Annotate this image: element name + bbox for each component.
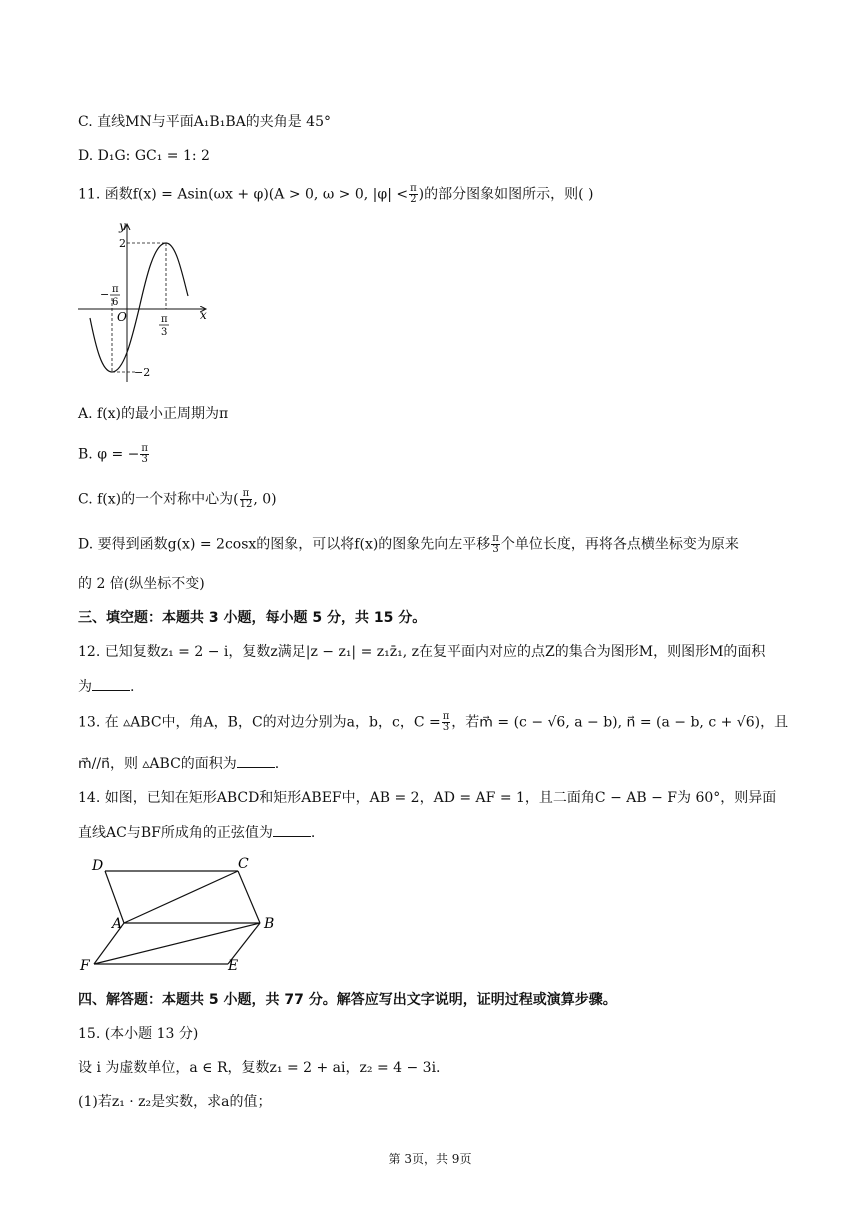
option-d-prev: D. D₁G: GC₁ = 1: 2 xyxy=(78,148,210,164)
pos-den: 3 xyxy=(161,327,168,338)
page-footer: 第 3页，共 9页 xyxy=(388,1152,472,1166)
section-3-heading: 三、填空题：本题共 3 小题，每小题 5 分，共 15 分。 xyxy=(78,610,427,626)
answer-blank-14 xyxy=(273,822,311,837)
y-max-label: 2 xyxy=(119,237,126,250)
fraction-pi-over-3-q13: $\frac{\pi}{3}$ xyxy=(442,711,450,733)
q11-option-b xyxy=(78,444,150,465)
pos-num: π xyxy=(161,314,168,325)
question-14-line1: 14. 如图，已知在矩形ABCD和矩形ABEF中，AB = 2，AD = AF = 1，且二面角C − AB − F为 60°，则异面 xyxy=(78,790,777,806)
sine-graph xyxy=(72,218,222,388)
y-min-label: −2 xyxy=(134,366,151,379)
q11-option-d xyxy=(78,534,739,555)
label-D: D xyxy=(92,858,104,874)
option-c-prev: C. 直线MN与平面A₁B₁BA的夹角是 45° xyxy=(78,114,331,130)
x-axis-label: x xyxy=(200,308,207,322)
origin-label: O xyxy=(117,310,127,324)
sine-curve xyxy=(90,243,188,372)
q11-d-post: 个单位长度，再将各点横坐标变为原来 xyxy=(500,536,739,553)
label-E: E xyxy=(228,958,239,974)
question-12-line1: 12. 已知复数z₁ = 2 − i，复数z满足|z − z₁| = z₁z̄₁, z在复平面内对应的点Z的集合为图形M，则图形M的面积 xyxy=(78,644,766,660)
question-15-head: 15. (本小题 13 分) xyxy=(78,1026,199,1042)
q11-option-d-cont: 的 2 倍(纵坐标不变) xyxy=(78,576,205,592)
question-11 xyxy=(78,184,594,205)
fraction-pi-over-2: $\frac{\pi}{2}$ xyxy=(410,183,417,205)
label-F: F xyxy=(80,958,90,974)
answer-blank-12 xyxy=(92,676,130,691)
fraction-pi-over-3: $\frac{\pi}{3}$ xyxy=(141,443,148,465)
question-15-part1: (1)若z₁ · z₂是实数，求a的值； xyxy=(78,1094,272,1110)
fraction-pi-over-3-d: $\frac{\pi}{3}$ xyxy=(492,533,499,555)
section-4-heading: 四、解答题：本题共 5 小题，共 77 分。解答应写出文字说明，证明过程或演算步骤。 xyxy=(78,992,617,1008)
q11-b-text: B. φ = − xyxy=(78,446,140,463)
question-13-line1: 13. 在 ▵ABC中，角A，B，C的对边分别为a，b，c，C = $\frac{\pi}{3}$ ，若m⃗ = (c − √6, a − b), n⃗ = (a − b, c + √6)，且 xyxy=(78,711,789,733)
question-14-line2: 直线AC与BF所成角的正弦值为 . xyxy=(78,822,315,843)
neg-den: 6 xyxy=(112,297,119,308)
q11-text-post: )的部分图象如图所示，则( ) xyxy=(418,186,594,203)
q11-text-pre: 11. 函数f(x) = Asin(ωx + φ)(A > 0, ω > 0, |φ| < xyxy=(78,186,409,203)
q11-option-c xyxy=(78,489,277,510)
label-B: B xyxy=(264,916,275,932)
neg-num: π xyxy=(112,284,119,295)
q11-c-post: , 0) xyxy=(253,491,277,508)
neg-sign: − xyxy=(100,288,110,301)
q11-option-a: A. f(x)的最小正周期为π xyxy=(78,406,229,422)
question-12-line2: 为 . xyxy=(78,676,134,697)
q11-c-text: C. f(x)的一个对称中心为( xyxy=(78,491,239,508)
label-C: C xyxy=(238,856,249,872)
question-15-text: 设 i 为虚数单位，a ∈ R，复数z₁ = 2 + ai，z₂ = 4 − 3i. xyxy=(78,1060,441,1076)
label-A: A xyxy=(112,916,123,932)
q11-d-text: D. 要得到函数g(x) = 2cosx的图象，可以将f(x)的图象先向左平移 xyxy=(78,536,491,553)
fraction-pi-over-12: $\frac{\pi}{12}$ xyxy=(239,488,253,510)
figure-14 xyxy=(72,852,292,976)
answer-blank-13 xyxy=(237,753,275,768)
question-13-line2: m⃗//n⃗，则 ▵ABC的面积为 . xyxy=(78,753,279,774)
y-axis-label: y xyxy=(119,219,126,233)
